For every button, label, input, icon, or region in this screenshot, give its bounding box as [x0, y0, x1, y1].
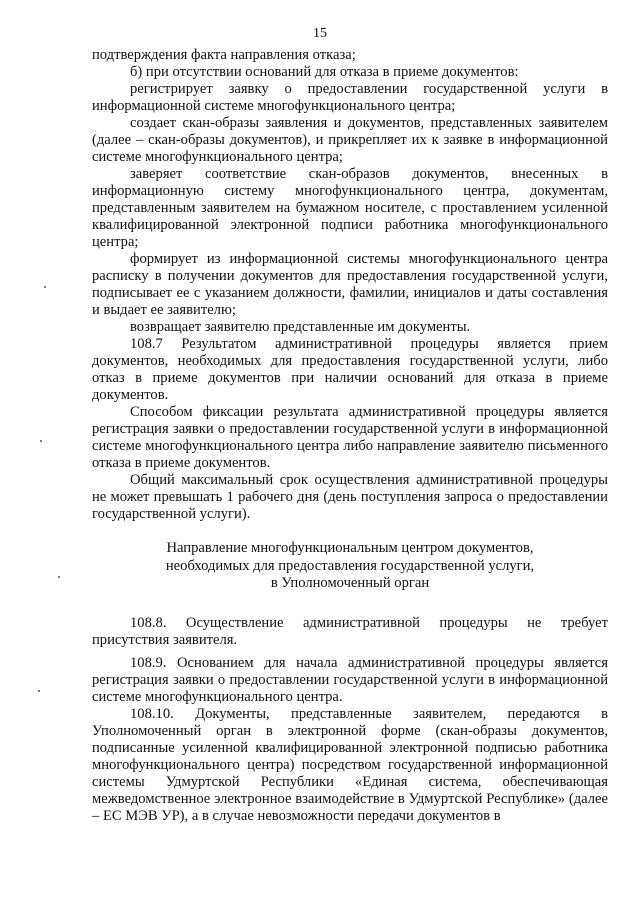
- page-number: 15: [313, 26, 327, 41]
- paragraph: создает скан-образы заявления и документов, представленных заявителем (далее – скан-образы документов), и прикрепляет их к заявке в информационной системе многофункционального центра;: [92, 115, 608, 165]
- section-heading-line: Направление многофункциональным центром документов,: [166, 540, 534, 556]
- paragraph: формирует из информационной системы многофункционального центра расписку в получении документов для предоставления государственной услуги, подписывает ее с указанием должности, фамилии, инициалов и даты составления и выдает ее заявителю;: [92, 251, 608, 318]
- scan-speck: [40, 440, 42, 442]
- paragraph: 108.8. Осуществление административной процедуры не требует присутствия заявителя.: [92, 614, 608, 648]
- section-heading: [92, 540, 608, 593]
- scan-speck: [38, 690, 40, 692]
- section-heading-line: необходимых для предоставления государственной услуги,: [165, 557, 535, 574]
- paragraph: 108.7 Результатом административной процедуры является прием документов, необходимых для предоставления государственной услуги, либо отказ в приеме документов при наличии оснований для отказа в приеме документов.: [92, 336, 608, 403]
- paragraph: 108.10. Документы, представленные заявителем, передаются в Уполномоченный орган в электронной форме (скан-образы документов, подписанные усиленной квалифицированной электронной подписью работника многофункционального центра) посредством государственной информационной системы Удмуртской Республики «Единая система, обеспечивающая межведомственное электронное взаимодействие в Удмуртской Республике» (далее – ЕС МЭВ УР), а в случае невозможности передачи документов в: [92, 705, 608, 824]
- scan-speck: [44, 286, 46, 288]
- scan-speck: [58, 576, 60, 578]
- paragraph: Способом фиксации результата административной процедуры является регистрация заявки о предоставлении государственной услуги в информационной системе многофункционального центра либо направление заявителю письменного отказа в приеме документов.: [92, 404, 608, 471]
- paragraph: б) при отсутствии оснований для отказа в приеме документов:: [130, 64, 519, 80]
- paragraph: подтверждения факта направления отказа;: [92, 47, 356, 63]
- paragraph: 108.9. Основанием для начала административной процедуры является регистрация заявки о предоставлении государственной услуги в информационной системе многофункционального центра.: [92, 654, 608, 705]
- paragraph: Общий максимальный срок осуществления административной процедуры не может превышать 1 рабочего дня (день поступления запроса о предоставлении государственной услуги).: [92, 472, 608, 522]
- paragraph: заверяет соответствие скан-образов документов, внесенных в информационную систему многофункционального центра, документам, представленным заявителем на бумажном носителе, с проставлением усиленной квалифицированной электронной подписи работника многофункционального центра;: [92, 166, 608, 250]
- section-heading-line: в Уполномоченный орган: [270, 575, 430, 591]
- paragraph: возвращает заявителю представленные им документы.: [130, 319, 471, 335]
- paragraph: регистрирует заявку о предоставлении государственной услуги в информационной системе многофункционального центра;: [92, 81, 608, 114]
- document-body: [92, 47, 608, 825]
